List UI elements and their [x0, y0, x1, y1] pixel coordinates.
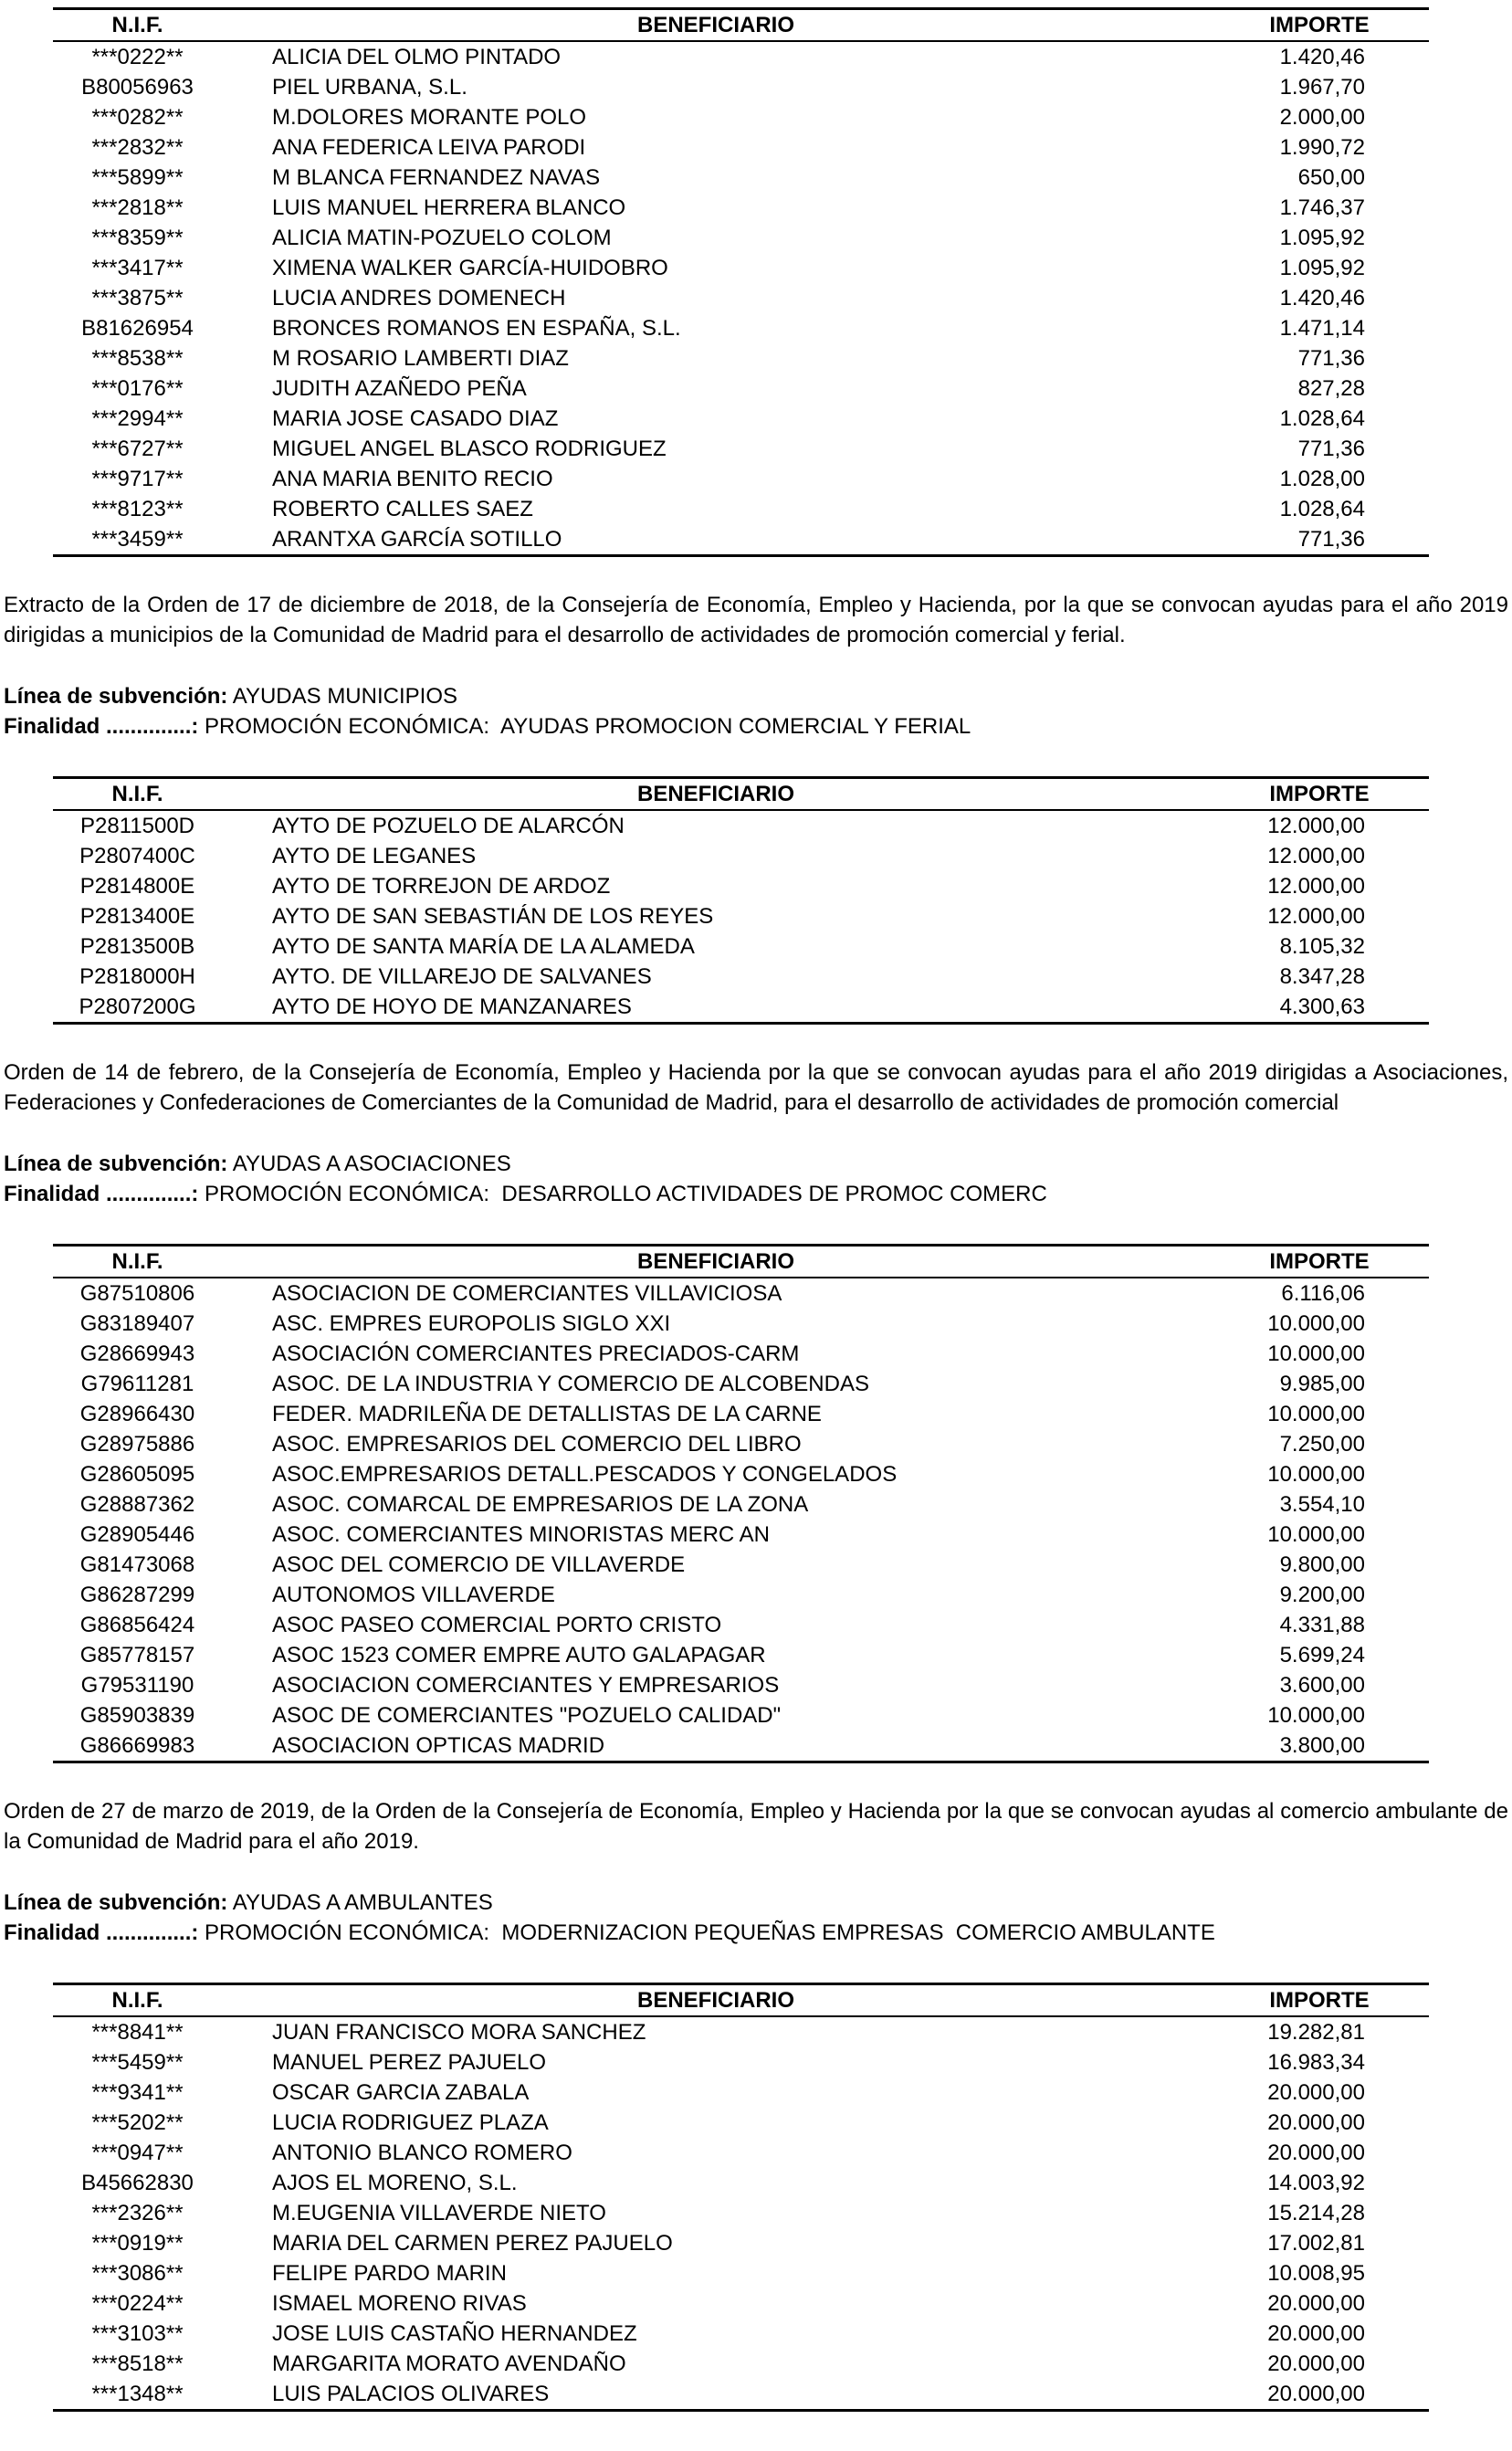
beneficiary-cell: ASOCIACION OPTICAS MADRID — [272, 1733, 605, 1758]
table-row — [53, 223, 1429, 253]
table-row — [53, 1429, 1429, 1459]
table-row — [53, 2198, 1429, 2228]
table-row — [53, 404, 1429, 434]
table-row — [53, 524, 1429, 556]
nif-cell: G86287299 — [79, 1583, 195, 1607]
beneficiary-cell: M.EUGENIA VILLAVERDE NIETO — [272, 2201, 606, 2225]
column-header-importe: IMPORTE — [1210, 778, 1429, 811]
amount-cell: 10.000,00 — [1267, 1703, 1365, 1728]
amount-cell: 4.331,88 — [1279, 1613, 1365, 1637]
table-row — [53, 841, 1429, 871]
nif-cell: ***0224** — [91, 2291, 184, 2316]
beneficiary-cell: AYTO DE HOYO DE MANZANARES — [272, 994, 632, 1019]
subsidy-line-label: Línea de subvención: — [4, 1890, 228, 1915]
subsidy-line — [4, 1888, 1508, 1918]
subsidy-line-value: AYUDAS A ASOCIACIONES — [232, 1152, 511, 1176]
nif-cell: G28966430 — [79, 1402, 195, 1426]
table-row — [53, 132, 1429, 163]
amount-cell: 10.000,00 — [1267, 1402, 1365, 1426]
table-row — [53, 373, 1429, 404]
table-row — [53, 871, 1429, 901]
finalidad-line — [4, 1179, 1508, 1209]
beneficiary-cell: LUIS PALACIOS OLIVARES — [272, 2382, 550, 2406]
beneficiaries-table-associations — [53, 1244, 1429, 1763]
amount-cell: 9.800,00 — [1279, 1552, 1365, 1577]
table-row — [53, 2108, 1429, 2138]
nif-cell: G85778157 — [79, 1643, 195, 1667]
nif-cell: ***2994** — [91, 406, 184, 431]
amount-cell: 771,36 — [1297, 437, 1365, 461]
beneficiary-cell: M BLANCA FERNANDEZ NAVAS — [272, 165, 601, 190]
nif-cell: ***5459** — [91, 2050, 184, 2075]
beneficiary-cell: ASOCIACION COMERCIANTES Y EMPRESARIOS — [272, 1673, 780, 1698]
beneficiary-cell: ASOC DE COMERCIANTES "POZUELO CALIDAD" — [272, 1703, 782, 1728]
beneficiary-cell: MARIA JOSE CASADO DIAZ — [272, 406, 559, 431]
amount-cell: 827,28 — [1297, 376, 1365, 401]
amount-cell: 10.000,00 — [1267, 1522, 1365, 1547]
beneficiary-cell: ANA MARIA BENITO RECIO — [272, 467, 553, 491]
nif-cell: G83189407 — [79, 1311, 195, 1336]
table-row — [53, 2168, 1429, 2198]
table-row — [53, 2319, 1429, 2349]
nif-cell: ***0176** — [91, 376, 184, 401]
table-row — [53, 2258, 1429, 2288]
table-row — [53, 2349, 1429, 2379]
table-row — [53, 102, 1429, 132]
beneficiary-cell: JOSE LUIS CASTAÑO HERNANDEZ — [272, 2321, 637, 2346]
nif-cell: P2807400C — [79, 844, 195, 868]
amount-cell: 9.985,00 — [1279, 1372, 1365, 1396]
table-row — [53, 1670, 1429, 1700]
nif-cell: P2807200G — [79, 994, 196, 1019]
subsidy-info-block-asociaciones — [4, 1149, 1508, 1209]
column-header-importe: IMPORTE — [1210, 1984, 1429, 2017]
beneficiaries-table-street-vendors — [53, 1983, 1429, 2412]
column-header-importe: IMPORTE — [1210, 1246, 1429, 1278]
table-row — [53, 2228, 1429, 2258]
finalidad-value: PROMOCIÓN ECONÓMICA: MODERNIZACION PEQUEÑAS EMPRESAS COMERCIO AMBULANTE — [205, 1920, 1215, 1945]
table-row — [53, 313, 1429, 343]
table-row — [53, 1399, 1429, 1429]
amount-cell: 14.003,92 — [1267, 2171, 1365, 2195]
beneficiary-cell: ASOC. DE LA INDUSTRIA Y COMERCIO DE ALCOBENDAS — [272, 1372, 869, 1396]
nif-cell: ***2832** — [91, 135, 184, 160]
table-row — [53, 1369, 1429, 1399]
finalidad-label: Finalidad ..............: — [4, 714, 199, 739]
amount-cell: 19.282,81 — [1267, 2020, 1365, 2045]
table-header-row — [53, 778, 1429, 811]
finalidad-label: Finalidad ..............: — [4, 1920, 199, 1945]
amount-cell: 1.420,46 — [1279, 286, 1365, 310]
table-row — [53, 283, 1429, 313]
table-row — [53, 1610, 1429, 1640]
nif-cell: G79531190 — [80, 1673, 194, 1698]
beneficiary-cell: FELIPE PARDO MARIN — [272, 2261, 507, 2286]
order-extract-paragraph: Extracto de la Orden de 17 de diciembre de 2018, de la Consejería de Economía, Empleo y Hacienda, por la que se convocan ayudas para el año 2019 dirigidas a municipios de la Comunidad de Madrid para el desarrollo de actividades de promoción comercial y ferial. — [4, 593, 1508, 647]
amount-cell: 771,36 — [1297, 346, 1365, 371]
amount-cell: 3.600,00 — [1279, 1673, 1365, 1698]
column-header-beneficiario: BENEFICIARIO — [222, 9, 1210, 42]
finalidad-line — [4, 711, 1508, 742]
finalidad-label: Finalidad ..............: — [4, 1182, 199, 1206]
subsidy-line-label: Línea de subvención: — [4, 1152, 228, 1176]
nif-cell: ***3103** — [91, 2321, 184, 2346]
amount-cell: 20.000,00 — [1267, 2080, 1365, 2105]
beneficiary-cell: AYTO DE SANTA MARÍA DE LA ALAMEDA — [272, 934, 695, 959]
column-header-beneficiario: BENEFICIARIO — [222, 1246, 1210, 1278]
beneficiary-cell: ALICIA MATIN-POZUELO COLOM — [272, 226, 612, 250]
beneficiary-cell: ISMAEL MORENO RIVAS — [272, 2291, 527, 2316]
beneficiary-cell: ARANTXA GARCÍA SOTILLO — [272, 527, 562, 552]
table-header-row — [53, 9, 1429, 42]
order-paragraph-ambulante: Orden de 27 de marzo de 2019, de la Orden de la Consejería de Economía, Empleo y Hacienda por la que se convocan ayudas al comercio ambulante de la Comunidad de Madrid para el año 2019. — [4, 1799, 1508, 1854]
beneficiaries-table-individuals — [53, 7, 1429, 557]
table-row — [53, 343, 1429, 373]
amount-cell: 5.699,24 — [1279, 1643, 1365, 1667]
nif-cell: ***9341** — [91, 2080, 184, 2105]
beneficiary-cell: ASOC PASEO COMERCIAL PORTO CRISTO — [272, 1613, 722, 1637]
nif-cell: P2814800E — [79, 874, 195, 899]
amount-cell: 1.028,00 — [1279, 467, 1365, 491]
nif-cell: ***3875** — [91, 286, 184, 310]
beneficiary-cell: AJOS EL MORENO, S.L. — [272, 2171, 518, 2195]
subsidy-line-value: AYUDAS A AMBULANTES — [232, 1890, 493, 1915]
amount-cell: 12.000,00 — [1267, 844, 1365, 868]
table-row — [53, 72, 1429, 102]
column-header-beneficiario: BENEFICIARIO — [222, 1984, 1210, 2017]
amount-cell: 6.116,06 — [1281, 1281, 1365, 1306]
beneficiary-cell: MARGARITA MORATO AVENDAÑO — [272, 2351, 626, 2376]
column-header-nif: N.I.F. — [53, 1246, 222, 1278]
nif-cell: ***3086** — [91, 2261, 184, 2286]
table-row — [53, 1580, 1429, 1610]
table-row — [53, 163, 1429, 193]
nif-cell: G86856424 — [79, 1613, 195, 1637]
beneficiary-cell: JUAN FRANCISCO MORA SANCHEZ — [272, 2020, 646, 2045]
amount-cell: 650,00 — [1297, 165, 1365, 190]
table-row — [53, 1459, 1429, 1489]
table-row — [53, 1309, 1429, 1339]
amount-cell: 1.746,37 — [1279, 195, 1365, 220]
table-row — [53, 2047, 1429, 2078]
nif-cell: G28669943 — [79, 1341, 195, 1366]
nif-cell: B81626954 — [81, 316, 194, 341]
beneficiary-cell: ASC. EMPRES EUROPOLIS SIGLO XXI — [272, 1311, 671, 1336]
nif-cell: G28975886 — [79, 1432, 195, 1457]
amount-cell: 20.000,00 — [1267, 2291, 1365, 2316]
table-row — [53, 193, 1429, 223]
nif-cell: ***8518** — [91, 2351, 184, 2376]
subsidy-line-label: Línea de subvención: — [4, 684, 228, 709]
table-row — [53, 962, 1429, 992]
subsidy-line — [4, 681, 1508, 711]
amount-cell: 10.000,00 — [1267, 1311, 1365, 1336]
table-header-row — [53, 1984, 1429, 2017]
nif-cell: ***5202** — [91, 2110, 184, 2135]
table-row — [53, 1730, 1429, 1762]
nif-cell: G85903839 — [79, 1703, 195, 1728]
nif-cell: ***2326** — [91, 2201, 184, 2225]
amount-cell: 7.250,00 — [1279, 1432, 1365, 1457]
beneficiary-cell: LUCIA RODRIGUEZ PLAZA — [272, 2110, 549, 2135]
table-row — [53, 1339, 1429, 1369]
subsidy-info-block-ambulantes — [4, 1888, 1508, 1948]
finalidad-value: PROMOCIÓN ECONÓMICA: AYUDAS PROMOCION COMERCIAL Y FERIAL — [205, 714, 971, 739]
nif-cell: ***6727** — [91, 437, 184, 461]
beneficiary-cell: LUIS MANUEL HERRERA BLANCO — [272, 195, 626, 220]
amount-cell: 4.300,63 — [1279, 994, 1365, 1019]
amount-cell: 16.983,34 — [1267, 2050, 1365, 2075]
beneficiary-cell: ANTONIO BLANCO ROMERO — [272, 2141, 572, 2165]
beneficiary-cell: MIGUEL ANGEL BLASCO RODRIGUEZ — [272, 437, 667, 461]
amount-cell: 771,36 — [1297, 527, 1365, 552]
nif-cell: ***0282** — [91, 105, 184, 130]
nif-cell: ***9717** — [91, 467, 184, 491]
nif-cell: ***8841** — [91, 2020, 184, 2045]
beneficiary-cell: JUDITH AZAÑEDO PEÑA — [272, 376, 527, 401]
amount-cell: 12.000,00 — [1267, 904, 1365, 929]
amount-cell: 17.002,81 — [1267, 2231, 1365, 2256]
amount-cell: 8.347,28 — [1279, 964, 1365, 989]
amount-cell: 8.105,32 — [1279, 934, 1365, 959]
amount-cell: 10.000,00 — [1267, 1462, 1365, 1487]
table-row — [53, 1489, 1429, 1520]
table-row — [53, 931, 1429, 962]
subsidy-info-block-municipios — [4, 681, 1508, 742]
table-row — [53, 1520, 1429, 1550]
subsidy-line — [4, 1149, 1508, 1179]
table-row — [53, 2138, 1429, 2168]
amount-cell: 1.028,64 — [1279, 497, 1365, 521]
beneficiary-cell: AUTONOMOS VILLAVERDE — [272, 1583, 555, 1607]
beneficiary-cell: LUCIA ANDRES DOMENECH — [272, 286, 566, 310]
table-row — [53, 1700, 1429, 1730]
nif-cell: ***8538** — [91, 346, 184, 371]
nif-cell: P2813500B — [79, 934, 195, 959]
table-row — [53, 41, 1429, 72]
beneficiary-cell: ASOC. EMPRESARIOS DEL COMERCIO DEL LIBRO — [272, 1432, 802, 1457]
beneficiary-cell: ASOC.EMPRESARIOS DETALL.PESCADOS Y CONGELADOS — [272, 1462, 898, 1487]
amount-cell: 2.000,00 — [1279, 105, 1365, 130]
amount-cell: 1.471,14 — [1279, 316, 1365, 341]
beneficiary-cell: FEDER. MADRILEÑA DE DETALLISTAS DE LA CARNE — [272, 1402, 822, 1426]
table-row — [53, 1278, 1429, 1309]
nif-cell: G81473068 — [79, 1552, 195, 1577]
nif-cell: ***0919** — [91, 2231, 184, 2256]
column-header-nif: N.I.F. — [53, 1984, 222, 2017]
nif-cell: G86669983 — [79, 1733, 195, 1758]
column-header-importe: IMPORTE — [1210, 9, 1429, 42]
nif-cell: P2818000H — [79, 964, 195, 989]
amount-cell: 1.420,46 — [1279, 45, 1365, 69]
table-row — [53, 901, 1429, 931]
beneficiary-cell: ROBERTO CALLES SAEZ — [272, 497, 533, 521]
amount-cell: 9.200,00 — [1279, 1583, 1365, 1607]
column-header-nif: N.I.F. — [53, 778, 222, 811]
table-row — [53, 1640, 1429, 1670]
table-row — [53, 2078, 1429, 2108]
nif-cell: ***0947** — [91, 2141, 184, 2165]
table-row — [53, 1550, 1429, 1580]
beneficiary-cell: MANUEL PEREZ PAJUELO — [272, 2050, 547, 2075]
table-row — [53, 464, 1429, 494]
nif-cell: P2811500D — [80, 814, 194, 838]
column-header-nif: N.I.F. — [53, 9, 222, 42]
amount-cell: 12.000,00 — [1267, 814, 1365, 838]
nif-cell: G28905446 — [79, 1522, 195, 1547]
beneficiary-cell: ASOCIACIÓN COMERCIANTES PRECIADOS-CARM — [272, 1341, 800, 1366]
beneficiary-cell: AYTO. DE VILLAREJO DE SALVANES — [272, 964, 652, 989]
table-row — [53, 992, 1429, 1024]
amount-cell: 10.008,95 — [1267, 2261, 1365, 2286]
beneficiary-cell: AYTO DE POZUELO DE ALARCÓN — [272, 814, 625, 838]
amount-cell: 1.990,72 — [1279, 135, 1365, 160]
table-row — [53, 253, 1429, 283]
table-row — [53, 434, 1429, 464]
finalidad-line — [4, 1918, 1508, 1948]
beneficiary-cell: ANA FEDERICA LEIVA PARODI — [272, 135, 586, 160]
beneficiary-cell: M ROSARIO LAMBERTI DIAZ — [272, 346, 569, 371]
beneficiary-cell: AYTO DE LEGANES — [272, 844, 477, 868]
nif-cell: ***8123** — [91, 497, 184, 521]
beneficiary-cell: ASOC. COMARCAL DE EMPRESARIOS DE LA ZONA — [272, 1492, 809, 1517]
beneficiaries-table-municipalities — [53, 776, 1429, 1025]
nif-cell: P2813400E — [79, 904, 195, 929]
beneficiary-cell: ASOC. COMERCIANTES MINORISTAS MERC AN — [272, 1522, 770, 1547]
order-paragraph-associations: Orden de 14 de febrero, de la Consejería de Economía, Empleo y Hacienda por la que se convocan ayudas para el año 2019 dirigidas a Asociaciones, Federaciones y Confederaciones de Comerciantes de la Comunidad de Madrid, para el desarrollo de actividades de promoción comercial — [4, 1060, 1508, 1115]
amount-cell: 1.095,92 — [1279, 226, 1365, 250]
beneficiary-cell: MARIA DEL CARMEN PEREZ PAJUELO — [272, 2231, 673, 2256]
table-row — [53, 2379, 1429, 2411]
table-row — [53, 810, 1429, 841]
amount-cell: 20.000,00 — [1267, 2141, 1365, 2165]
nif-cell: G79611281 — [80, 1372, 194, 1396]
nif-cell: G28605095 — [79, 1462, 195, 1487]
nif-cell: B80056963 — [81, 75, 194, 100]
beneficiary-cell: AYTO DE TORREJON DE ARDOZ — [272, 874, 611, 899]
nif-cell: ***0222** — [91, 45, 184, 69]
amount-cell: 20.000,00 — [1267, 2110, 1365, 2135]
beneficiary-cell: M.DOLORES MORANTE POLO — [272, 105, 587, 130]
amount-cell: 20.000,00 — [1267, 2382, 1365, 2406]
beneficiary-cell: ALICIA DEL OLMO PINTADO — [272, 45, 562, 69]
beneficiary-cell: ASOC 1523 COMER EMPRE AUTO GALAPAGAR — [272, 1643, 766, 1667]
beneficiary-cell: OSCAR GARCIA ZABALA — [272, 2080, 530, 2105]
amount-cell: 3.800,00 — [1279, 1733, 1365, 1758]
nif-cell: G87510806 — [79, 1281, 195, 1306]
beneficiary-cell: BRONCES ROMANOS EN ESPAÑA, S.L. — [272, 316, 681, 341]
amount-cell: 10.000,00 — [1267, 1341, 1365, 1366]
amount-cell: 12.000,00 — [1267, 874, 1365, 899]
nif-cell: ***3417** — [91, 256, 184, 280]
beneficiary-cell: ASOCIACION DE COMERCIANTES VILLAVICIOSA — [272, 1281, 782, 1306]
nif-cell: ***3459** — [91, 527, 184, 552]
subsidy-line-value: AYUDAS MUNICIPIOS — [232, 684, 457, 709]
finalidad-value: PROMOCIÓN ECONÓMICA: DESARROLLO ACTIVIDADES DE PROMOC COMERC — [205, 1182, 1047, 1206]
beneficiary-cell: AYTO DE SAN SEBASTIÁN DE LOS REYES — [272, 904, 714, 929]
beneficiary-cell: ASOC DEL COMERCIO DE VILLAVERDE — [272, 1552, 686, 1577]
amount-cell: 15.214,28 — [1267, 2201, 1365, 2225]
nif-cell: ***2818** — [91, 195, 184, 220]
amount-cell: 1.028,64 — [1279, 406, 1365, 431]
beneficiary-cell: PIEL URBANA, S.L. — [272, 75, 467, 100]
nif-cell: ***1348** — [91, 2382, 184, 2406]
table-header-row — [53, 1246, 1429, 1278]
amount-cell: 20.000,00 — [1267, 2351, 1365, 2376]
amount-cell: 1.967,70 — [1279, 75, 1365, 100]
table-row — [53, 2016, 1429, 2047]
column-header-beneficiario: BENEFICIARIO — [222, 778, 1210, 811]
amount-cell: 1.095,92 — [1279, 256, 1365, 280]
table-row — [53, 494, 1429, 524]
table-row — [53, 2288, 1429, 2319]
beneficiary-cell: XIMENA WALKER GARCÍA-HUIDOBRO — [272, 256, 668, 280]
nif-cell: ***5899** — [91, 165, 184, 190]
amount-cell: 3.554,10 — [1279, 1492, 1365, 1517]
amount-cell: 20.000,00 — [1267, 2321, 1365, 2346]
nif-cell: B45662830 — [81, 2171, 194, 2195]
nif-cell: ***8359** — [91, 226, 184, 250]
nif-cell: G28887362 — [79, 1492, 195, 1517]
